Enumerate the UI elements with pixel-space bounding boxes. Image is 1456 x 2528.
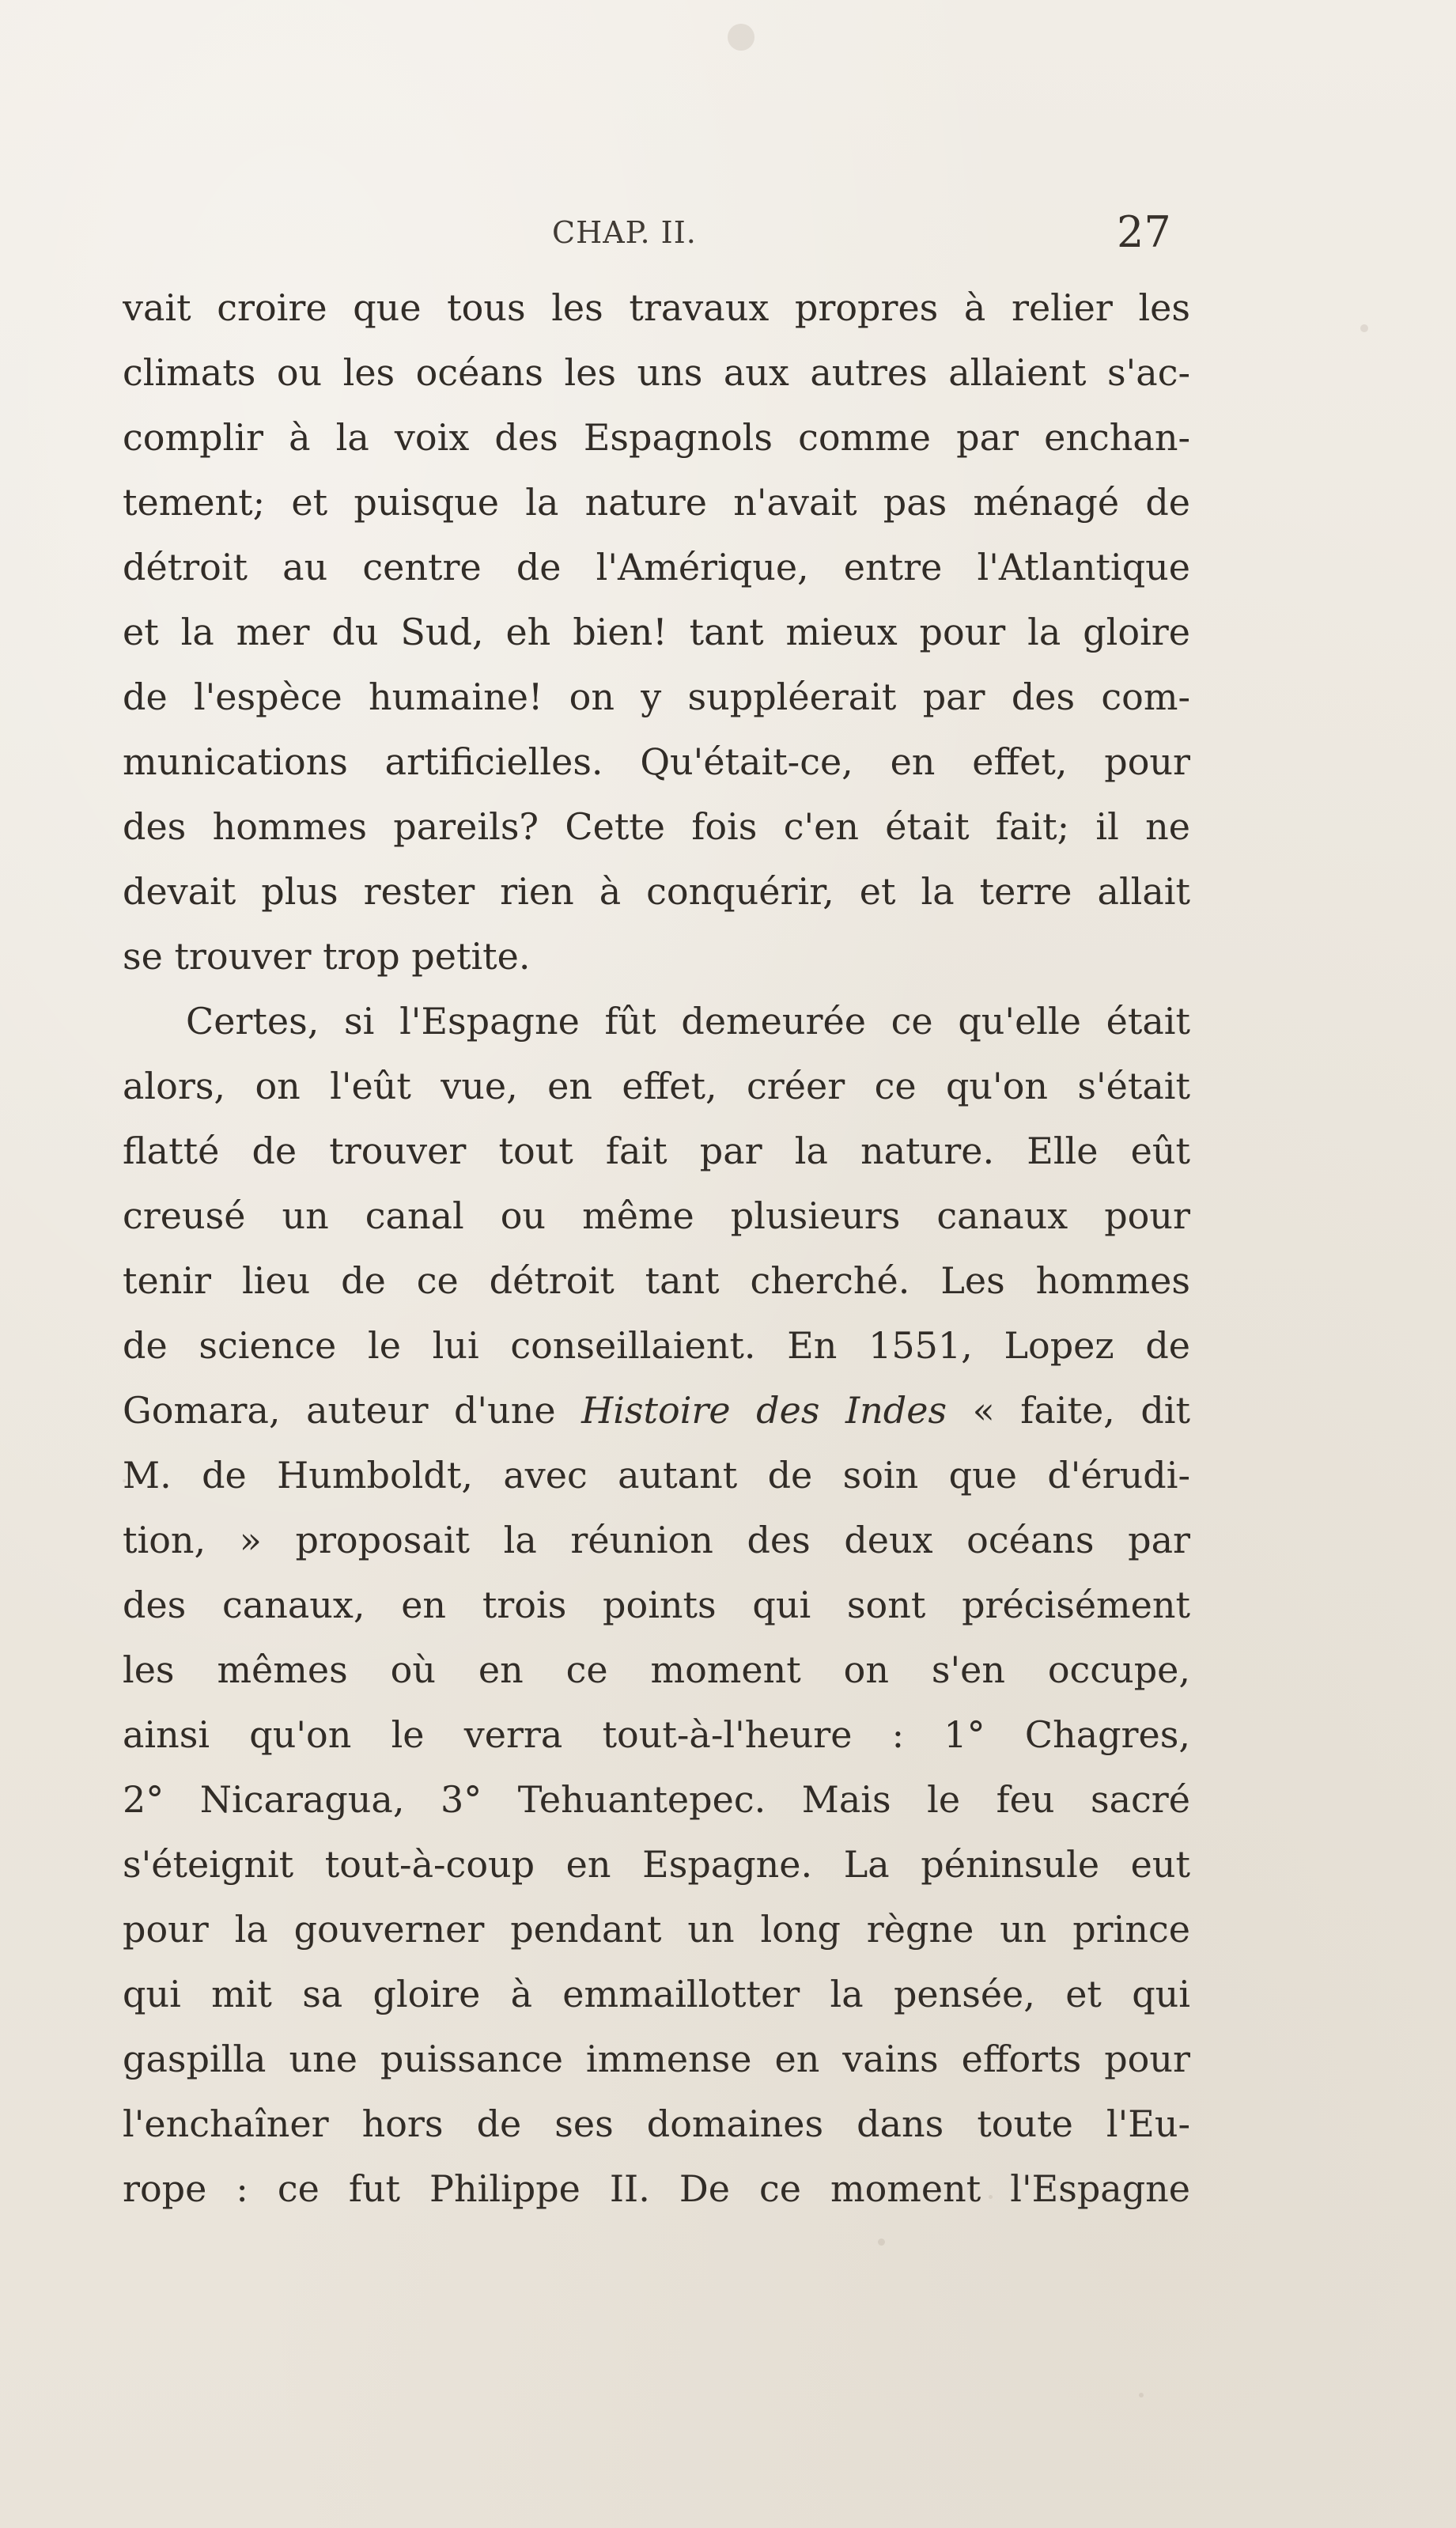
text-line: alors, on l'eût vue, en effet, créer ce qu'on s'était [123, 1065, 1190, 1107]
body-text [123, 275, 1190, 2213]
text-line: qui mit sa gloire à emmaillotter la pensée, et qui [123, 1973, 1190, 2015]
paper-stain [878, 2238, 885, 2246]
chapter-heading: CHAP. II. [552, 215, 697, 250]
text-line: rope : ce fut Philippe II. De ce moment l'Espagne [123, 2167, 1190, 2210]
text-line: creusé un canal ou même plusieurs canaux pour [123, 1194, 1190, 1237]
text-line: détroit au centre de l'Amérique, entre l'Atlantique [123, 546, 1190, 588]
page-number: 27 [1117, 207, 1171, 257]
text-line: tenir lieu de ce détroit tant cherché. Les hommes [123, 1259, 1190, 1302]
text-line: flatté de trouver tout fait par la nature. Elle eût [123, 1130, 1190, 1172]
text-line: tion, » proposait la réunion des deux océans par [123, 1519, 1190, 1561]
text-line: de l'espèce humaine! on y suppléerait par des com- [123, 676, 1190, 718]
text-line: tement; et puisque la nature n'avait pas ménagé de [123, 481, 1190, 524]
text-line: M. de Humboldt, avec autant de soin que d'érudi- [123, 1454, 1190, 1497]
text-line: complir à la voix des Espagnols comme par enchan- [123, 416, 1190, 459]
text-line: les mêmes où en ce moment on s'en occupe, [123, 1648, 1190, 1691]
text-line: des canaux, en trois points qui sont précisément [123, 1584, 1190, 1626]
text-line: munications artificielles. Qu'était-ce, en effet, pour [123, 740, 1190, 783]
text-line: l'enchaîner hors de ses domaines dans toute l'Eu- [123, 2102, 1190, 2145]
text-line: se trouver trop petite. [123, 935, 531, 978]
text-segment: « faite, dit [947, 1389, 1190, 1432]
running-head [0, 207, 1456, 263]
text-line: devait plus rester rien à conquérir, et la terre allait [123, 870, 1190, 913]
text-line: ainsi qu'on le verra tout-à-l'heure : 1° Chagres, [123, 1713, 1190, 1756]
book-title: Histoire des Indes [581, 1389, 947, 1432]
text-line: pour la gouverner pendant un long règne un prince [123, 1908, 1190, 1951]
text-line: de science le lui conseillaient. En 1551, Lopez de [123, 1324, 1190, 1367]
text-line: s'éteignit tout-à-coup en Espagne. La péninsule eut [123, 1843, 1190, 1886]
paper-stain [1139, 2393, 1144, 2397]
paper-stain [1360, 324, 1368, 332]
text-line: gaspilla une puissance immense en vains efforts pour [123, 2038, 1190, 2080]
text-line [123, 1378, 1190, 1443]
text-line: des hommes pareils? Cette fois c'en était fait; il ne [123, 805, 1190, 848]
text-line: vait croire que tous les travaux propres à relier les [123, 286, 1190, 329]
text-line: climats ou les océans les uns aux autres allaient s'ac- [123, 351, 1190, 394]
text-segment: Gomara, auteur d'une [123, 1389, 582, 1432]
text-line: 2° Nicaragua, 3° Tehuantepec. Mais le feu sacré [123, 1778, 1190, 1821]
text-line: Certes, si l'Espagne fût demeurée ce qu'elle était [186, 1000, 1190, 1043]
text-line: et la mer du Sud, eh bien! tant mieux pour la gloire [123, 611, 1190, 653]
paper-stain [728, 24, 754, 51]
